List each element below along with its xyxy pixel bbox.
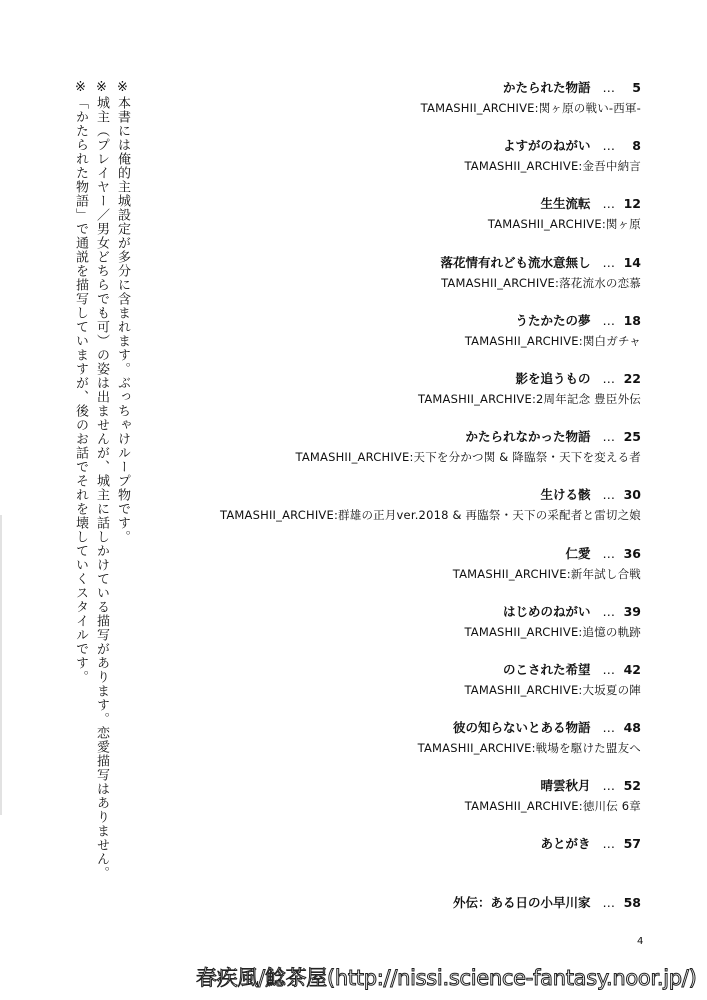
toc-entry-title-line [81,194,641,216]
toc-dots: … [602,138,615,154]
toc-entry-archive: TAMASHII_ARCHIVE:追憶の軌跡 [464,624,641,639]
toc-entry-title: うたかたの夢 [515,312,591,328]
toc-entry-title: よすがのねがい [502,138,591,154]
toc-entry [81,776,641,834]
toc-dots: … [602,312,615,328]
toc-dots: … [602,836,615,852]
toc-entry-title: 生ける骸 [540,487,591,503]
toc-entry-title: はじめのねがい [502,603,591,619]
toc-entry [81,311,641,369]
toc-entry-archive: TAMASHII_ARCHIVE:大坂夏の陣 [464,682,641,697]
toc-dots: … [602,80,615,95]
toc-entry-title: あとがき [540,836,591,852]
table-of-contents [81,78,644,951]
toc-entry-title-line [81,776,641,798]
toc-entry-archive: TAMASHII_ARCHIVE:関白ガチャ [464,333,641,348]
toc-entry-title-line [81,427,641,449]
toc-dots: … [602,661,615,677]
toc-entry-title-line [81,893,641,915]
note-loop: ※本書には俺的主城設定が多分に含まれます。ぶっちゃけループ物です。 [115,80,130,544]
toc-page-number: 58 [623,894,641,910]
toc-entry [81,718,641,776]
toc-entry-title-line [81,834,641,856]
toc-entry [81,136,641,194]
toc-entry-title: 生生流転 [540,196,591,212]
toc-entry-archive: TAMASHII_ARCHIVE:群雄の正月ver.2018 & 再臨祭・天下の采配者と雷切之娘 [220,508,641,523]
toc-entry [81,427,641,485]
toc-page-number: 36 [623,545,641,561]
toc-page-number: 18 [623,312,641,328]
note-story-style: ※「かたられた物語」で通説を描写していますが、後のお話でそれを壊していくスタイルです。 [73,80,88,684]
toc-page-number: 12 [623,196,641,212]
toc-entry-title: 彼の知らないとある物語 [452,720,591,736]
toc-entry-title: のこされた希望 [502,661,591,677]
toc-entry [81,253,641,311]
toc-page-number: 39 [623,603,641,619]
toc-dots: … [602,603,615,619]
toc-entry-archive [81,856,641,876]
page-edge-shadow [0,515,2,815]
note-castle-lord: ※城主（プレイヤー／男女どちらでも可）の姿は出ませんが、城主に話しかけている描写があります。恋愛描写はありません。 [94,80,109,880]
toc-dots: … [602,254,615,270]
toc-entry-title-line [81,485,641,507]
toc-entry-archive: TAMASHII_ARCHIVE:金吾中納言 [464,159,641,174]
toc-page-number: 5 [632,80,641,95]
toc-dots: … [602,487,615,503]
toc-page-number: 57 [623,836,641,852]
toc-page-number: 30 [623,487,641,503]
toc-page-number: 25 [623,429,641,445]
toc-entry-archive: TAMASHII_ARCHIVE:2周年記念 豊臣外伝 [417,391,641,406]
toc-entry-title: 外伝：ある日の小早川家 [452,894,591,910]
toc-page-number: 14 [623,254,641,270]
toc-entry-archive [81,915,641,935]
toc-entry-title-line [81,544,641,566]
toc-dots: … [602,778,615,794]
toc-entry-title: かたられた物語 [502,80,591,95]
toc-entry-title: 影を追うもの [515,370,591,386]
toc-entry [81,369,641,427]
toc-entry [81,544,641,602]
toc-entry-archive: TAMASHII_ARCHIVE:落花流水の恋慕 [441,275,641,290]
toc-page-number: 8 [632,138,641,154]
toc-entry [81,485,641,543]
toc-entry-archive: TAMASHII_ARCHIVE:新年試し合戦 [452,566,641,581]
toc-entry-archive: TAMASHII_ARCHIVE:戦場を駆けた盟友へ [417,741,641,756]
toc-entry-title-line [81,136,641,158]
toc-entry-title-line [81,602,641,624]
toc-page-number: 42 [623,661,641,677]
toc-entry-title: 晴雲秋月 [540,778,591,794]
toc-entry-title: かたられなかった物語 [465,429,591,445]
toc-entry [81,834,641,892]
toc-entry-archive: TAMASHII_ARCHIVE:徳川伝 6章 [464,799,641,814]
toc-entry-title-line [81,253,641,275]
toc-entry-archive: TAMASHII_ARCHIVE:天下を分かつ関 & 降臨祭・天下を変える者 [295,450,641,465]
toc-entry-title: 仁愛 [565,545,591,561]
toc-entry-title-line [81,660,641,682]
toc-dots: … [602,545,615,561]
toc-entry [81,194,641,252]
toc-entry-title-line [81,369,641,391]
toc-entry [81,660,641,718]
toc-entry-archive: TAMASHII_ARCHIVE:関ヶ原の戦い-西軍- [420,101,641,115]
toc-page-number: 48 [623,720,641,736]
toc-page-number: 52 [623,778,641,794]
toc-entry-title-line [81,718,641,740]
toc-dots: … [602,720,615,736]
page-number: 4 [637,936,644,947]
toc-dots: … [602,894,615,910]
toc-entry-archive: TAMASHII_ARCHIVE:関ヶ原 [487,217,641,232]
toc-entry-title-line [81,311,641,333]
site-watermark: 春疾風/鯰茶屋(http://nissi.science-fantasy.noor.jp/) [196,966,697,990]
toc-dots: … [602,429,615,445]
toc-dots: … [602,370,615,386]
toc-page-number: 22 [623,370,641,386]
toc-entry-title: 落花情有れども流水意無し [440,254,591,270]
toc-entry-title-line [81,78,641,100]
toc-entry [81,893,644,951]
toc-entry [81,78,641,136]
toc-entry [81,602,641,660]
toc-dots: … [602,196,615,212]
